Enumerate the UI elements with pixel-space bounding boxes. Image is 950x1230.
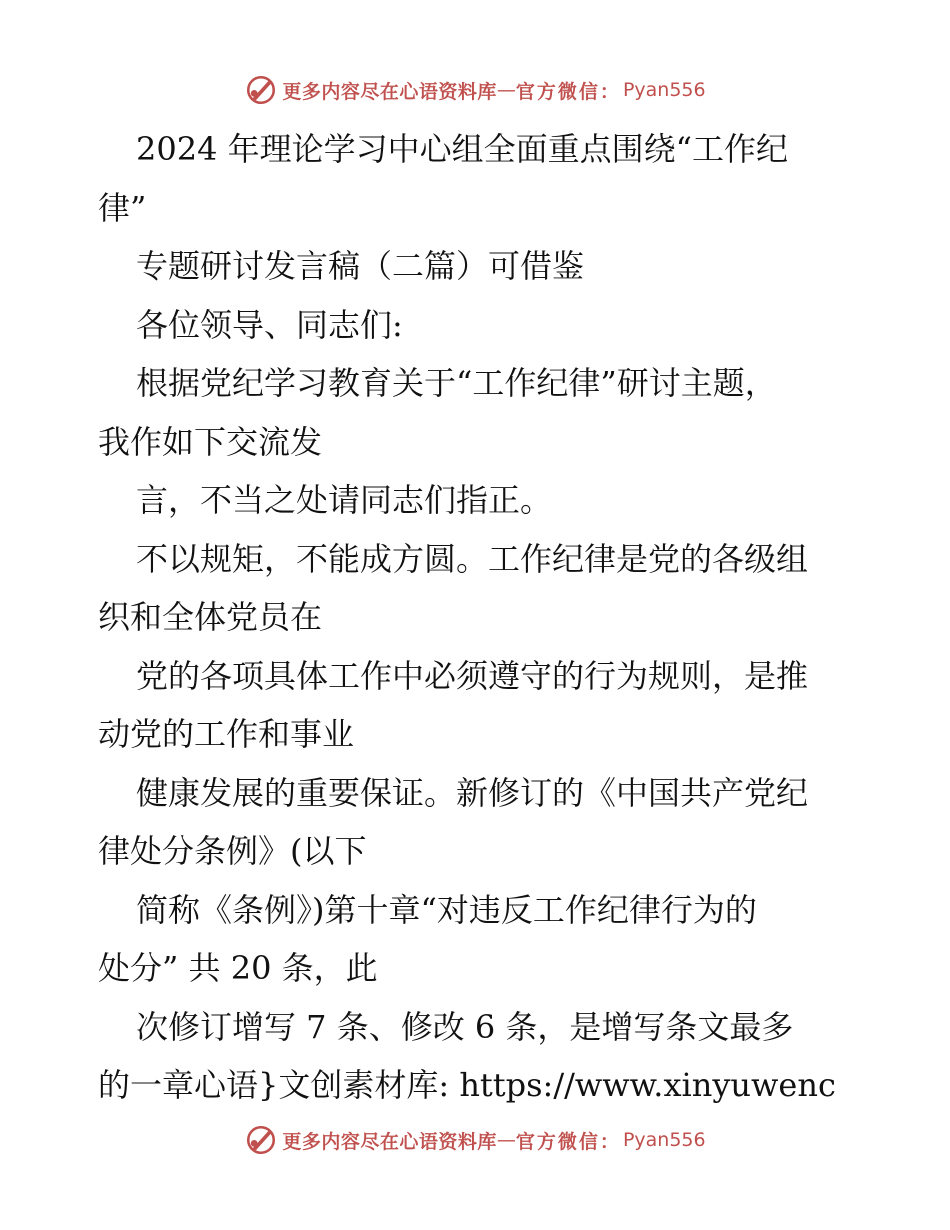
document-subtitle: 专题研讨发言稿（二篇）可借鉴 <box>136 247 585 285</box>
footer-banner <box>0 1120 950 1160</box>
header-text: 更多内容尽在心语资料库 <box>282 80 497 103</box>
document-title-line-2: 律” <box>98 188 147 227</box>
paragraph-line: 健康发展的重要保证。新修订的《中国共产党纪 <box>136 773 809 812</box>
paragraph-line: 党的各项具体工作中必须遵守的行为规则，是推 <box>136 656 809 695</box>
paragraph-line: 的一章心语}文创素材库: https://www.xinyuwenc <box>98 1066 836 1104</box>
paragraph-line: 织和全体党员在 <box>98 598 323 636</box>
paragraph-line: 处分” 共 20 条，此 <box>98 949 378 987</box>
paragraph-line: 律处分条例》(以下 <box>98 832 367 870</box>
paragraph-line: 动党的工作和事业 <box>98 715 355 753</box>
header-banner <box>0 70 950 110</box>
paragraph-line: 次修订增写 7 条、修改 6 条，是增写条文最多 <box>136 1007 794 1046</box>
header-wechat-label: 官方微信： <box>515 80 621 103</box>
paragraph-line: 根据党纪学习教育关于“工作纪律”研讨主题， <box>136 364 777 402</box>
brush-logo-icon <box>244 73 278 107</box>
salutation: 各位领导、同志们: <box>136 305 403 344</box>
footer-text: 更多内容尽在心语资料库 <box>282 1130 497 1153</box>
paragraph-line: 言，不当之处请同志们指正。 <box>136 481 553 519</box>
document-body <box>98 120 858 1115</box>
footer-wechat-id: Pyan556 <box>622 1129 706 1151</box>
document-title-line-1: 2024 年理论学习中心组全面重点围绕“工作纪 <box>136 130 788 168</box>
paragraph-line: 不以规矩，不能成方圆。工作纪律是党的各级组 <box>136 539 809 578</box>
header-dash: — <box>496 79 516 101</box>
footer-dash: — <box>496 1129 516 1151</box>
paragraph-line: 简称《条例》)第十章“对违反工作纪律行为的 <box>136 890 757 929</box>
header-wechat-id: Pyan556 <box>622 79 706 101</box>
paragraph-line: 我作如下交流发 <box>98 422 323 461</box>
footer-wechat-label: 官方微信： <box>515 1130 621 1153</box>
brush-logo-icon <box>244 1123 278 1157</box>
